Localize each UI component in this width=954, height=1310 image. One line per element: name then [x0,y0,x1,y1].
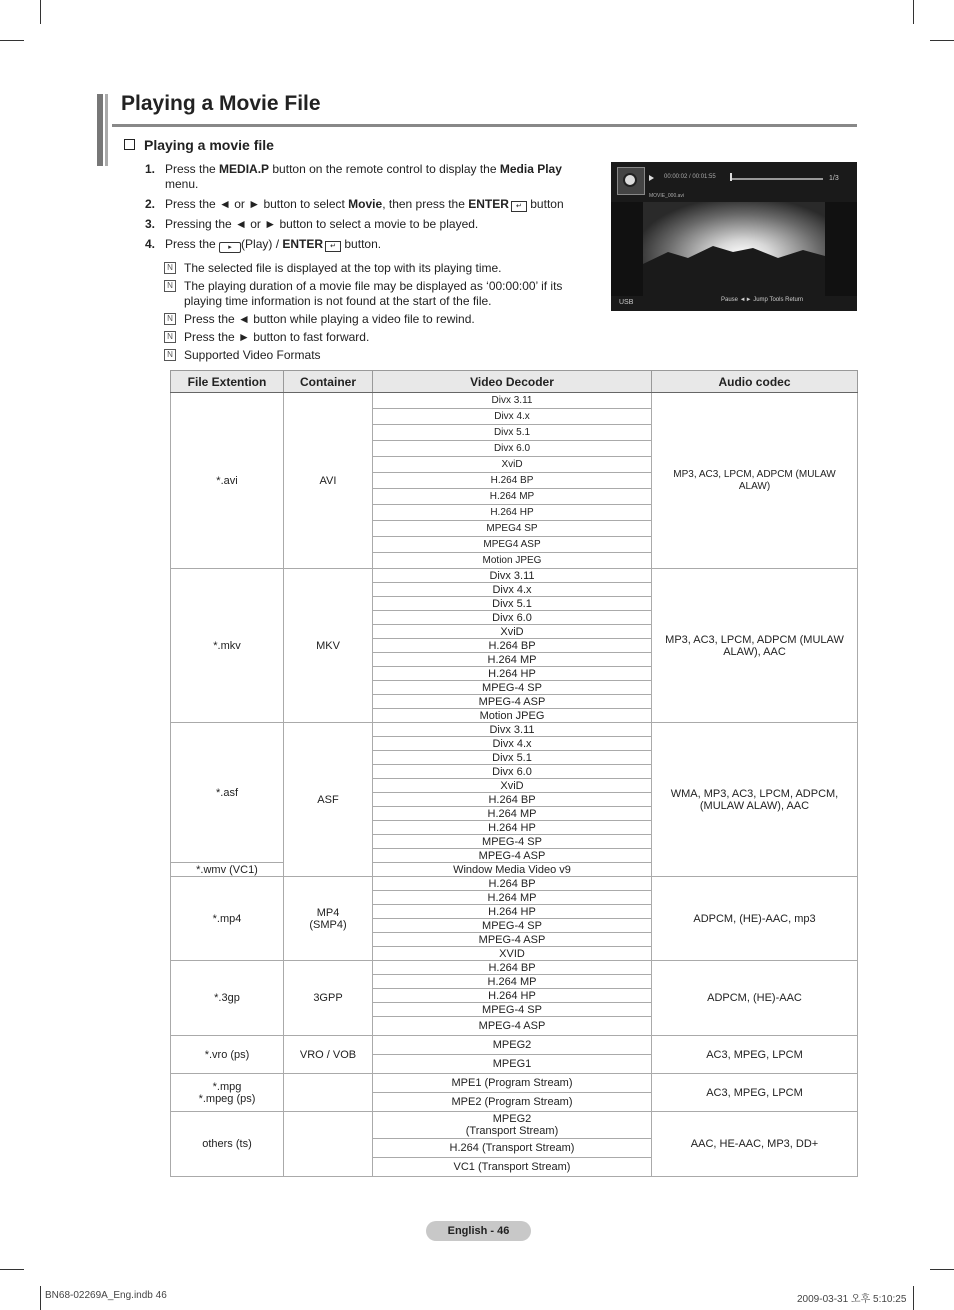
video-decoder-cell: H.264 HP [373,821,652,835]
file-name: MOVIE_000.avi [649,193,685,199]
video-decoder-cell: XVID [373,947,652,961]
container-cell: ASF [284,723,373,877]
table-row [171,723,858,737]
step-number: 3. [145,217,156,231]
video-decoder-cell: MPEG1 [373,1055,652,1074]
video-decoder-cell: H.264 HP [373,505,652,521]
step-text: , then press the [382,197,469,211]
video-decoder-cell: Divx 5.1 [373,597,652,611]
page-number-label: English - 46 [426,1221,531,1241]
table-row [171,569,858,583]
video-decoder-cell: MPEG-4 SP [373,835,652,849]
video-decoder-cell: Divx 4.x [373,583,652,597]
video-decoder-cell: MPEG-4 ASP [373,1017,652,1036]
progress-bar [731,178,823,180]
video-decoder-cell: H.264 BP [373,473,652,489]
steps-list [145,162,585,258]
video-decoder-cell: MPE2 (Program Stream) [373,1093,652,1112]
video-decoder-cell: Divx 4.x [373,737,652,751]
notes-list [164,261,594,366]
video-decoder-cell: H.264 BP [373,793,652,807]
audio-codec-cell: AC3, MPEG, LPCM [652,1074,858,1112]
step-text: button [526,197,564,211]
header-container: Container [284,371,373,393]
video-decoder-cell: H.264 MP [373,975,652,989]
step-number: 4. [145,237,156,251]
file-extension-cell: *.mkv [171,569,284,723]
file-extension-cell: others (ts) [171,1112,284,1177]
table-row [171,877,858,891]
step-text: ENTER [282,237,324,251]
section-title [124,137,274,153]
step-text: MEDIA.P [219,162,270,176]
container-cell: VRO / VOB [284,1036,373,1074]
audio-codec-cell: AAC, HE-AAC, MP3, DD+ [652,1112,858,1177]
note-item [164,261,594,276]
video-decoder-cell: MPEG2 [373,1036,652,1055]
container-cell [284,1074,373,1112]
video-decoder-cell: MPEG2 (Transport Stream) [373,1112,652,1139]
video-decoder-cell: H.264 HP [373,989,652,1003]
video-decoder-cell: H.264 HP [373,905,652,919]
file-extension-cell: *.vro (ps) [171,1036,284,1074]
play-key-icon: ▸ [219,242,241,253]
print-date-label: 2009-03-31 오후 5:10:25 [797,1294,907,1305]
title-accent-bar [97,94,103,166]
note-text: The selected file is displayed at the top with its playing time. [184,261,502,275]
table-row [171,1074,858,1093]
header-video-decoder: Video Decoder [373,371,652,393]
audio-codec-cell: MP3, AC3, LPCM, ADPCM (MULAW ALAW) [652,393,858,569]
video-decoder-cell: MPEG-4 SP [373,1003,652,1017]
file-count: 1/3 [829,175,839,182]
header-audio-codec: Audio codec [652,371,858,393]
step-text: Media Play [499,162,562,176]
player-controls-hint: Pause ◄► Jump Tools Return [721,297,804,303]
checkbox-bullet-icon [124,139,135,150]
video-decoder-cell: H.264 MP [373,489,652,505]
note-item [164,348,594,363]
print-file-label: BN68-02269A_Eng.indb 46 [45,1290,167,1301]
step-number: 1. [145,162,156,176]
audio-codec-cell: ADPCM, (HE)-AAC, mp3 [652,877,858,961]
step-number: 2. [145,197,156,211]
step-text: (Play) / [241,237,283,251]
audio-codec-cell: AC3, MPEG, LPCM [652,1036,858,1074]
table-row [171,1112,858,1139]
step-text: Press the [165,237,220,251]
video-decoder-cell: MPEG-4 SP [373,919,652,933]
supported-formats-table [170,370,858,1177]
container-cell: MKV [284,569,373,723]
file-extension-cell: *.asf [171,723,284,863]
container-cell [284,1112,373,1177]
table-row [171,393,858,409]
video-decoder-cell: MPE1 (Program Stream) [373,1074,652,1093]
usb-label: USB [619,299,634,306]
video-decoder-cell: MPEG4 SP [373,521,652,537]
note-text: Supported Video Formats [184,348,321,362]
enter-key-icon: ↵ [325,241,341,252]
step-text: Movie [348,197,383,211]
audio-codec-cell: ADPCM, (HE)-AAC [652,961,858,1036]
step-text: button. [341,237,382,251]
note-icon: N [164,331,176,343]
audio-codec-cell: WMA, MP3, AC3, LPCM, ADPCM, (MULAW ALAW), AAC [652,723,858,877]
step-item [145,197,585,212]
container-cell: MP4 (SMP4) [284,877,373,961]
file-extension-cell: *.avi [171,393,284,569]
file-extension-cell: *.mpg *.mpeg (ps) [171,1074,284,1112]
note-icon: N [164,349,176,361]
video-decoder-cell: Divx 3.11 [373,723,652,737]
player-top-bar [611,162,857,202]
video-decoder-cell: H.264 MP [373,891,652,905]
video-decoder-cell: MPEG-4 ASP [373,695,652,709]
movie-player-screenshot [611,162,857,311]
audio-codec-cell: MP3, AC3, LPCM, ADPCM (MULAW ALAW), AAC [652,569,858,723]
video-decoder-cell: XviD [373,779,652,793]
note-text: The playing duration of a movie file may be displayed as ‘00:00:00’ if its playing time information is not found at the start of the file. [184,279,563,308]
note-item [164,312,594,327]
step-text: button on the remote control to display the [269,162,500,176]
step-text: menu. [165,177,199,191]
step-item [145,217,585,232]
title-accent-bar-inner [105,94,108,166]
file-extension-cell: *.wmv (VC1) [171,863,284,877]
step-text: Press the [165,162,220,176]
video-decoder-cell: MPEG-4 ASP [373,933,652,947]
video-decoder-cell: Divx 6.0 [373,441,652,457]
video-decoder-cell: Divx 3.11 [373,393,652,409]
note-item [164,279,594,309]
step-text: Press the ◄ or ► button to select [165,197,349,211]
video-decoder-cell: H.264 MP [373,807,652,821]
video-decoder-cell: H.264 BP [373,639,652,653]
step-item [145,162,585,192]
title-divider [112,124,857,127]
table-header-row [171,371,858,393]
table-row [171,961,858,975]
progress-knob [730,173,732,181]
note-icon: N [164,262,176,274]
video-decoder-cell: Window Media Video v9 [373,863,652,877]
video-decoder-cell: H.264 BP [373,877,652,891]
video-decoder-cell: XviD [373,457,652,473]
video-decoder-cell: Divx 3.11 [373,569,652,583]
play-time: 00:00:02 / 00:01:55 [664,174,716,180]
video-decoder-cell: H.264 HP [373,667,652,681]
video-decoder-cell: XviD [373,625,652,639]
note-icon: N [164,280,176,292]
video-decoder-cell: Divx 5.1 [373,751,652,765]
note-text: Press the ◄ button while playing a video file to rewind. [184,312,475,326]
video-frame [643,202,825,298]
video-decoder-cell: Divx 5.1 [373,425,652,441]
table-row [171,1036,858,1055]
video-decoder-cell: VC1 (Transport Stream) [373,1158,652,1177]
container-cell: AVI [284,393,373,569]
page-title: Playing a Movie File [121,92,321,115]
video-decoder-cell: MPEG4 ASP [373,537,652,553]
video-decoder-cell: MPEG-4 ASP [373,849,652,863]
step-text: Pressing the ◄ or ► button to select a movie to be played. [165,217,479,231]
enter-key-icon: ↵ [511,201,527,212]
section-title-text: Playing a movie file [144,137,274,153]
film-reel-icon [617,167,645,195]
video-decoder-cell: H.264 MP [373,653,652,667]
video-decoder-cell: Motion JPEG [373,553,652,569]
video-decoder-cell: Motion JPEG [373,709,652,723]
header-file-extension: File Extention [171,371,284,393]
step-text: ENTER [468,197,509,211]
note-item [164,330,594,345]
video-decoder-cell: Divx 6.0 [373,611,652,625]
file-extension-cell: *.3gp [171,961,284,1036]
step-item [145,237,585,253]
file-extension-cell: *.mp4 [171,877,284,961]
note-text: Press the ► button to fast forward. [184,330,370,344]
container-cell: 3GPP [284,961,373,1036]
video-decoder-cell: H.264 (Transport Stream) [373,1139,652,1158]
note-icon: N [164,313,176,325]
video-decoder-cell: MPEG-4 SP [373,681,652,695]
video-decoder-cell: H.264 BP [373,961,652,975]
video-decoder-cell: Divx 6.0 [373,765,652,779]
play-icon [649,175,654,181]
video-decoder-cell: Divx 4.x [373,409,652,425]
